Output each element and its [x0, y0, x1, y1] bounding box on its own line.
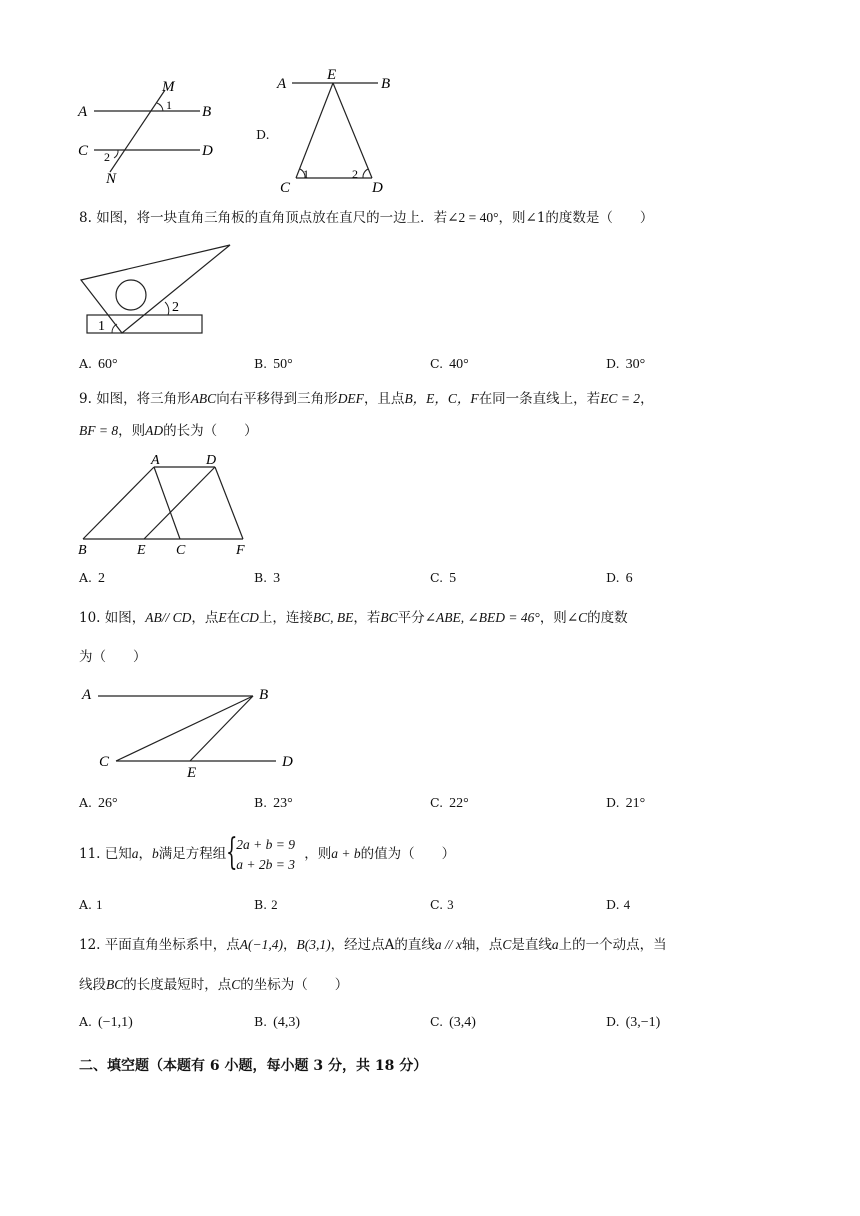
q9-figure — [74, 450, 264, 560]
q10-option-c[interactable]: C. 22° — [430, 795, 469, 811]
equation-2: a + 2b = 3 — [236, 856, 296, 872]
label-a: A — [277, 76, 287, 92]
q9-option-b[interactable]: B. 3 — [254, 570, 281, 586]
question-12-stem-line2: 线段BC的长度最短时，点C的坐标为（ ） — [79, 977, 349, 993]
label-angle-1: 1 — [166, 98, 172, 112]
q12-option-d[interactable]: D. (3,−1) — [606, 1014, 661, 1030]
label-e: E — [187, 765, 197, 781]
label-e: E — [137, 543, 146, 558]
question-12-stem-line1: 12. 平面直角坐标系中，点A(−1,4)，B(3,1)，经过点A的直线a // x轴，点C是直线a上的一个动点，当 — [79, 937, 667, 953]
label-a: A — [82, 687, 92, 703]
question-9-stem-line1: 9. 如图，将三角形ABC向右平移得到三角形DEF，且点B，E，C，F在同一条直线上，若EC = 2， — [79, 391, 654, 407]
question-number: 8. — [79, 210, 92, 226]
label-angle-2: 2 — [104, 150, 110, 164]
q8-option-c[interactable]: C. 40° — [430, 356, 469, 372]
q9-option-a[interactable]: A. 2 — [79, 570, 106, 586]
question-10-stem-line1: 10. 如图，AB// CD，点E在CD上，连接BC, BE，若BC平分∠ABE, ∠BED = 46°，则∠C的度数 — [79, 610, 628, 626]
q10-option-d[interactable]: D. 21° — [606, 795, 646, 811]
question-8-stem — [79, 208, 653, 228]
label-c: C — [176, 543, 186, 558]
label-b: B — [78, 543, 87, 558]
label-c: C — [99, 754, 110, 770]
label-d: D — [372, 180, 383, 196]
label-m: M — [162, 79, 175, 95]
q9-option-c[interactable]: C. 5 — [430, 570, 457, 586]
brace-icon: { — [226, 831, 238, 873]
label-b: B — [259, 687, 269, 703]
q7-option-d-figure — [274, 66, 404, 196]
q11-option-c[interactable]: C. 3 — [430, 897, 454, 912]
label-angle-2: 2 — [352, 167, 358, 181]
q10-figure — [78, 680, 308, 785]
q11-option-a[interactable]: A. 1 — [79, 897, 103, 912]
q8-option-d[interactable]: D. 30° — [606, 356, 646, 372]
label-angle-2: 2 — [172, 300, 179, 315]
q10-option-b[interactable]: B. 23° — [254, 795, 293, 811]
label-b: B — [202, 104, 212, 120]
q12-option-a[interactable]: A. (−1,1) — [79, 1014, 133, 1030]
label-a: A — [78, 104, 88, 120]
label-d: D — [202, 143, 213, 159]
equation-system — [226, 831, 304, 875]
q8-option-a[interactable]: A. 60° — [79, 356, 118, 372]
label-c: C — [280, 180, 291, 196]
question-10-stem-line2: 为（ ） — [79, 649, 147, 665]
stem-text-end: ，则∠1的度数是（ ） — [498, 210, 654, 226]
question-11-stem: 11. 已知a，b满足方程组 { 2a + b = 9 a + 2b = 3 ，则a + b的值为（ ） — [79, 831, 456, 873]
label-d: D — [206, 453, 217, 468]
equation-1: 2a + b = 9 — [236, 836, 296, 852]
section-2-heading: 二、填空题（本题有 6 小题，每小题 3 分，共 18 分） — [79, 1058, 428, 1074]
q7-option-c-figure — [72, 75, 232, 190]
label-c: C — [78, 143, 89, 159]
label-n: N — [106, 171, 117, 187]
q12-option-b[interactable]: B. (4,3) — [254, 1014, 300, 1030]
label-d: D — [282, 754, 293, 770]
label-f: F — [236, 543, 245, 558]
q9-option-d[interactable]: D. 6 — [606, 570, 633, 586]
q12-option-c[interactable]: C. (3,4) — [430, 1014, 476, 1030]
q11-option-d[interactable]: D. 4 — [606, 897, 631, 912]
q11-option-b[interactable]: B. 2 — [254, 897, 278, 912]
label-a: A — [151, 453, 160, 468]
question-9-stem-line2: BF = 8，则AD的长为（ ） — [79, 423, 258, 439]
q8-figure — [78, 240, 238, 340]
stem-text: 如图，将一块直角三角板的直角顶点放在直尺的一边上．若 — [96, 210, 448, 226]
label-b: B — [381, 76, 391, 92]
label-angle-1: 1 — [303, 167, 309, 181]
label-e: E — [327, 67, 337, 83]
q10-option-a[interactable]: A. 26° — [79, 795, 118, 811]
condition: ∠2 = 40° — [447, 210, 499, 225]
q7-option-d-label: D. — [256, 127, 270, 142]
label-angle-1: 1 — [98, 319, 105, 334]
q8-option-b[interactable]: B. 50° — [254, 356, 293, 372]
